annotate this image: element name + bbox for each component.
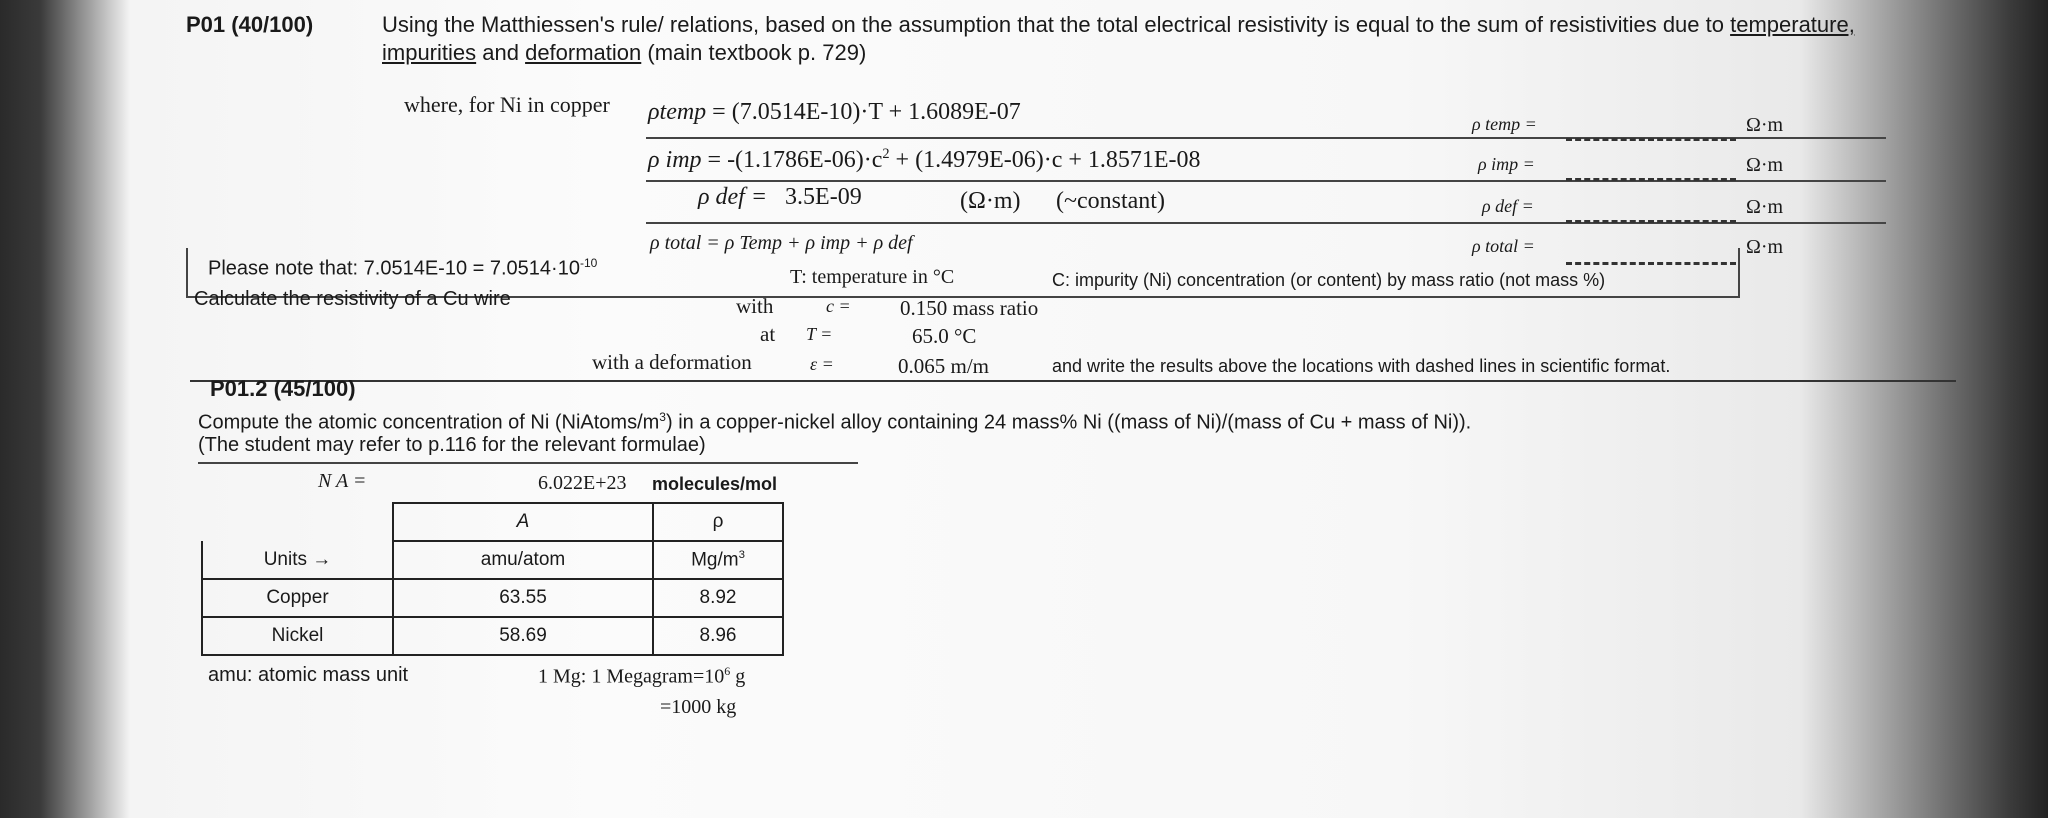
answer-def-blank[interactable] [1566, 220, 1736, 223]
units-label: Units → [202, 541, 393, 579]
na-label: N A = [318, 470, 367, 492]
p01-intro-line2: impurities and deformation (main textbook p. 729) [382, 40, 867, 65]
answer-temp-unit: Ω·m [1746, 114, 1784, 136]
p012-line2: (The student may refer to p.116 for the relevant formulae) [198, 434, 706, 456]
with-label: with [736, 294, 774, 318]
answer-total-label: ρ total = [1472, 236, 1535, 256]
answer-def-unit: Ω·m [1746, 196, 1784, 218]
t-symbol: T = [806, 324, 833, 344]
na-unit: molecules/mol [652, 474, 778, 494]
col-rho-header: ρ [653, 503, 783, 541]
rho-imp-formula: ρ imp = $-(1.1786E-06)\cdot c^2 + (1.4979E-06)\cdot c + 1.8571E-08$ [648, 146, 1201, 173]
row-name: Nickel [202, 617, 393, 655]
rho-def-note: (~constant) [1056, 188, 1165, 214]
na-value: 6.022E+23 [538, 472, 627, 494]
e-symbol: ε = [810, 354, 834, 374]
unit-rho: $Mg/m^3$ [653, 541, 783, 579]
rho-temp-formula: ρtemp = (7.0514E-10)·T + 1.6089E-07 [648, 99, 1021, 125]
properties-table [201, 502, 784, 656]
answer-temp-blank[interactable] [1566, 138, 1736, 141]
at-label: at [760, 322, 776, 346]
row-rho: 8.92 [653, 579, 783, 617]
answer-imp-label: ρ imp = [1478, 154, 1535, 174]
answer-imp-blank[interactable] [1566, 178, 1736, 181]
answer-total-unit: Ω·m [1746, 236, 1784, 258]
answer-temp-label: ρ temp = [1472, 114, 1537, 134]
row-a: 63.55 [393, 579, 653, 617]
row-rho: 8.96 [653, 617, 783, 655]
kg-note: =1000 kg [660, 696, 737, 718]
with-deformation-label: with a deformation [592, 350, 752, 374]
note-t: T: temperature in °C [790, 266, 955, 288]
unit-a: amu/atom [393, 541, 653, 579]
p01-heading: P01 (40/100) [186, 12, 314, 37]
write-note: and write the results above the locations with dashed lines in scientific format. [1052, 356, 1671, 376]
t-value: 65.0 °C [912, 324, 977, 348]
calc-text: Calculate the resistivity of a Cu wire [194, 288, 511, 310]
table-row [202, 617, 783, 655]
note-c: C: impurity (Ni) concentration (or content) by mass ratio (not mass %) [1052, 270, 1606, 290]
c-value: 0.150 mass ratio [900, 296, 1039, 320]
table-row [202, 579, 783, 617]
p01-intro-line1: Using the Matthiessen's rule/ relations, based on the assumption that the total electrical resistivity is equal to the sum of resistivities due to temperature, [382, 12, 1855, 37]
amu-note: amu: atomic mass unit [208, 664, 409, 686]
col-a-header: A [393, 503, 653, 541]
mg-note: 1 Mg: 1 $Megagram=10^6$ g [538, 664, 746, 688]
where-label: where, for Ni in copper [404, 92, 610, 117]
note-sci-format: Please note that: $7.0514E-10 = 7.0514\cdot 10^{-10}$ [208, 256, 598, 280]
p012-line1: Compute the atomic concentration of Ni $(NiAtoms/m^3)$ in a copper-nickel alloy containing 24 mass% Ni ((mass of Ni)/(mass of Cu + mass of Ni)). [198, 410, 1472, 434]
p012-heading: P01.2 (45/100) [210, 376, 356, 401]
answer-imp-unit: Ω·m [1746, 154, 1784, 176]
e-value: 0.065 m/m [898, 354, 990, 378]
rho-def-formula: ρ def = 3.5E-09 [698, 184, 862, 210]
c-symbol: c = [826, 296, 851, 316]
rho-total-formula: ρ total = ρ Temp + ρ imp + ρ def [650, 232, 913, 254]
rho-def-unit: (Ω·m) [960, 188, 1021, 214]
row-name: Copper [202, 579, 393, 617]
answer-def-label: ρ def = [1482, 196, 1534, 216]
row-a: 58.69 [393, 617, 653, 655]
